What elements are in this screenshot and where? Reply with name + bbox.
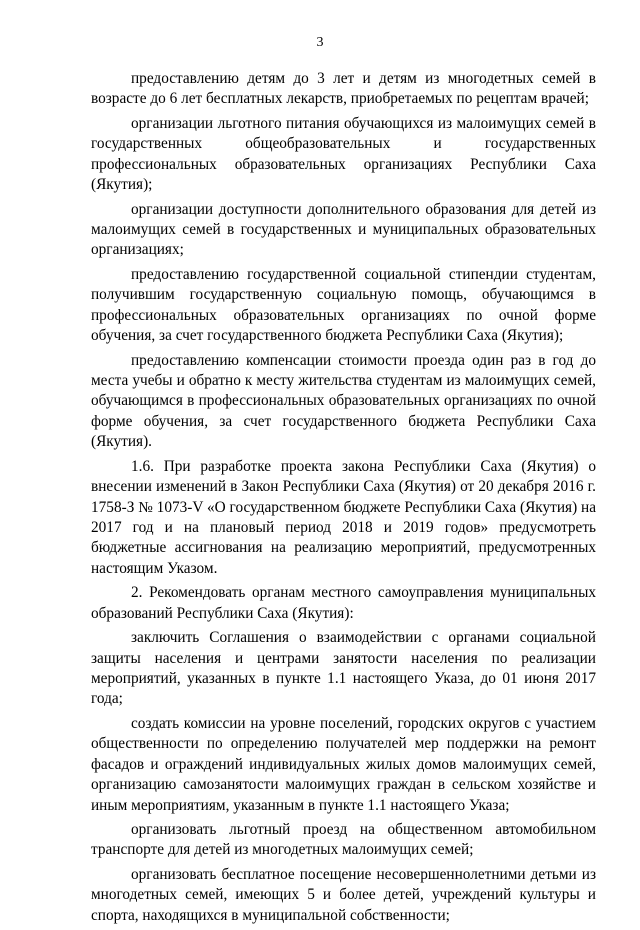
- paragraph-free-visits: организовать бесплатное посещение несовершеннолетними детьми из многодетных семей, имеющих 5 и более детей, учреждений культуры и спорта, находящихся в муниципальной собственности;: [91, 865, 596, 924]
- page-number: 3: [316, 35, 324, 50]
- paragraph-transport: организовать льготный проезд на общественном автомобильном транспорте для детей из многодетных малоимущих семей;: [91, 821, 596, 859]
- paragraph-free-medicines: предоставлению детям до 3 лет и детям из многодетных семей в возрасте до 6 лет бесплатных лекарств, приобретаемых по рецептам врачей;: [91, 70, 596, 108]
- paragraph-agreements: заключить Соглашения о взаимодействии с органами социальной защиты населения и центрами занятости населения по реализации мероприятий, указанных в пункте 1.1 настоящего Указа, до 01 июня 2017 года;: [91, 629, 596, 708]
- document-body: [91, 69, 596, 930]
- paragraph-travel-compensation: предоставлению компенсации стоимости проезда один раз в год до места учебы и обратно к месту жительства студентам из малоимущих семей, обучающимся в профессиональных образовательных организациях по очной форме обучения, за счет государственного бюджета Республики Саха (Якутия).: [91, 351, 596, 451]
- paragraph-clause-2: 2. Рекомендовать органам местного самоуправления муниципальных образований Республики Саха (Якутия):: [91, 584, 596, 622]
- paragraph-clause-1-6: 1.6. При разработке проекта закона Республики Саха (Якутия) о внесении изменений в Закон Республики Саха (Якутия) от 20 декабря 2016 г. 1758-З № 1073-V «О государственном бюджете Республики Саха (Якутия) на 2017 год и на плановый период 2018 и 2019 годов» предусмотреть бюджетные ассигнования на реализацию мероприятий, предусмотренных настоящим Указом.: [91, 457, 596, 577]
- paragraph-school-meals: организации льготного питания обучающихся из малоимущих семей в государственных общеобразовательных и государственных профессиональных образовательных организациях Республики Саха (Якутия);: [91, 114, 596, 194]
- paragraph-additional-education: организации доступности дополнительного образования для детей из малоимущих семей в государственных и муниципальных образовательных организациях;: [91, 200, 596, 259]
- paragraph-social-stipend: предоставлению государственной социальной стипендии студентам, получившим государственную социальную помощь, обучающимся в профессиональных образовательных организациях по очной форме обучения, за счет государственного бюджета Республики Саха (Якутия);: [91, 265, 596, 345]
- paragraph-commissions: создать комиссии на уровне поселений, городских округов с участием общественности по определению получателей мер поддержки на ремонт фасадов и ограждений индивидуальных жилых домов малоимущих семей, организацию самозанятости малоимущих граждан в сельском хозяйстве и иным мероприятиям, указанным в пункте 1.1 настоящего Указа;: [91, 714, 596, 814]
